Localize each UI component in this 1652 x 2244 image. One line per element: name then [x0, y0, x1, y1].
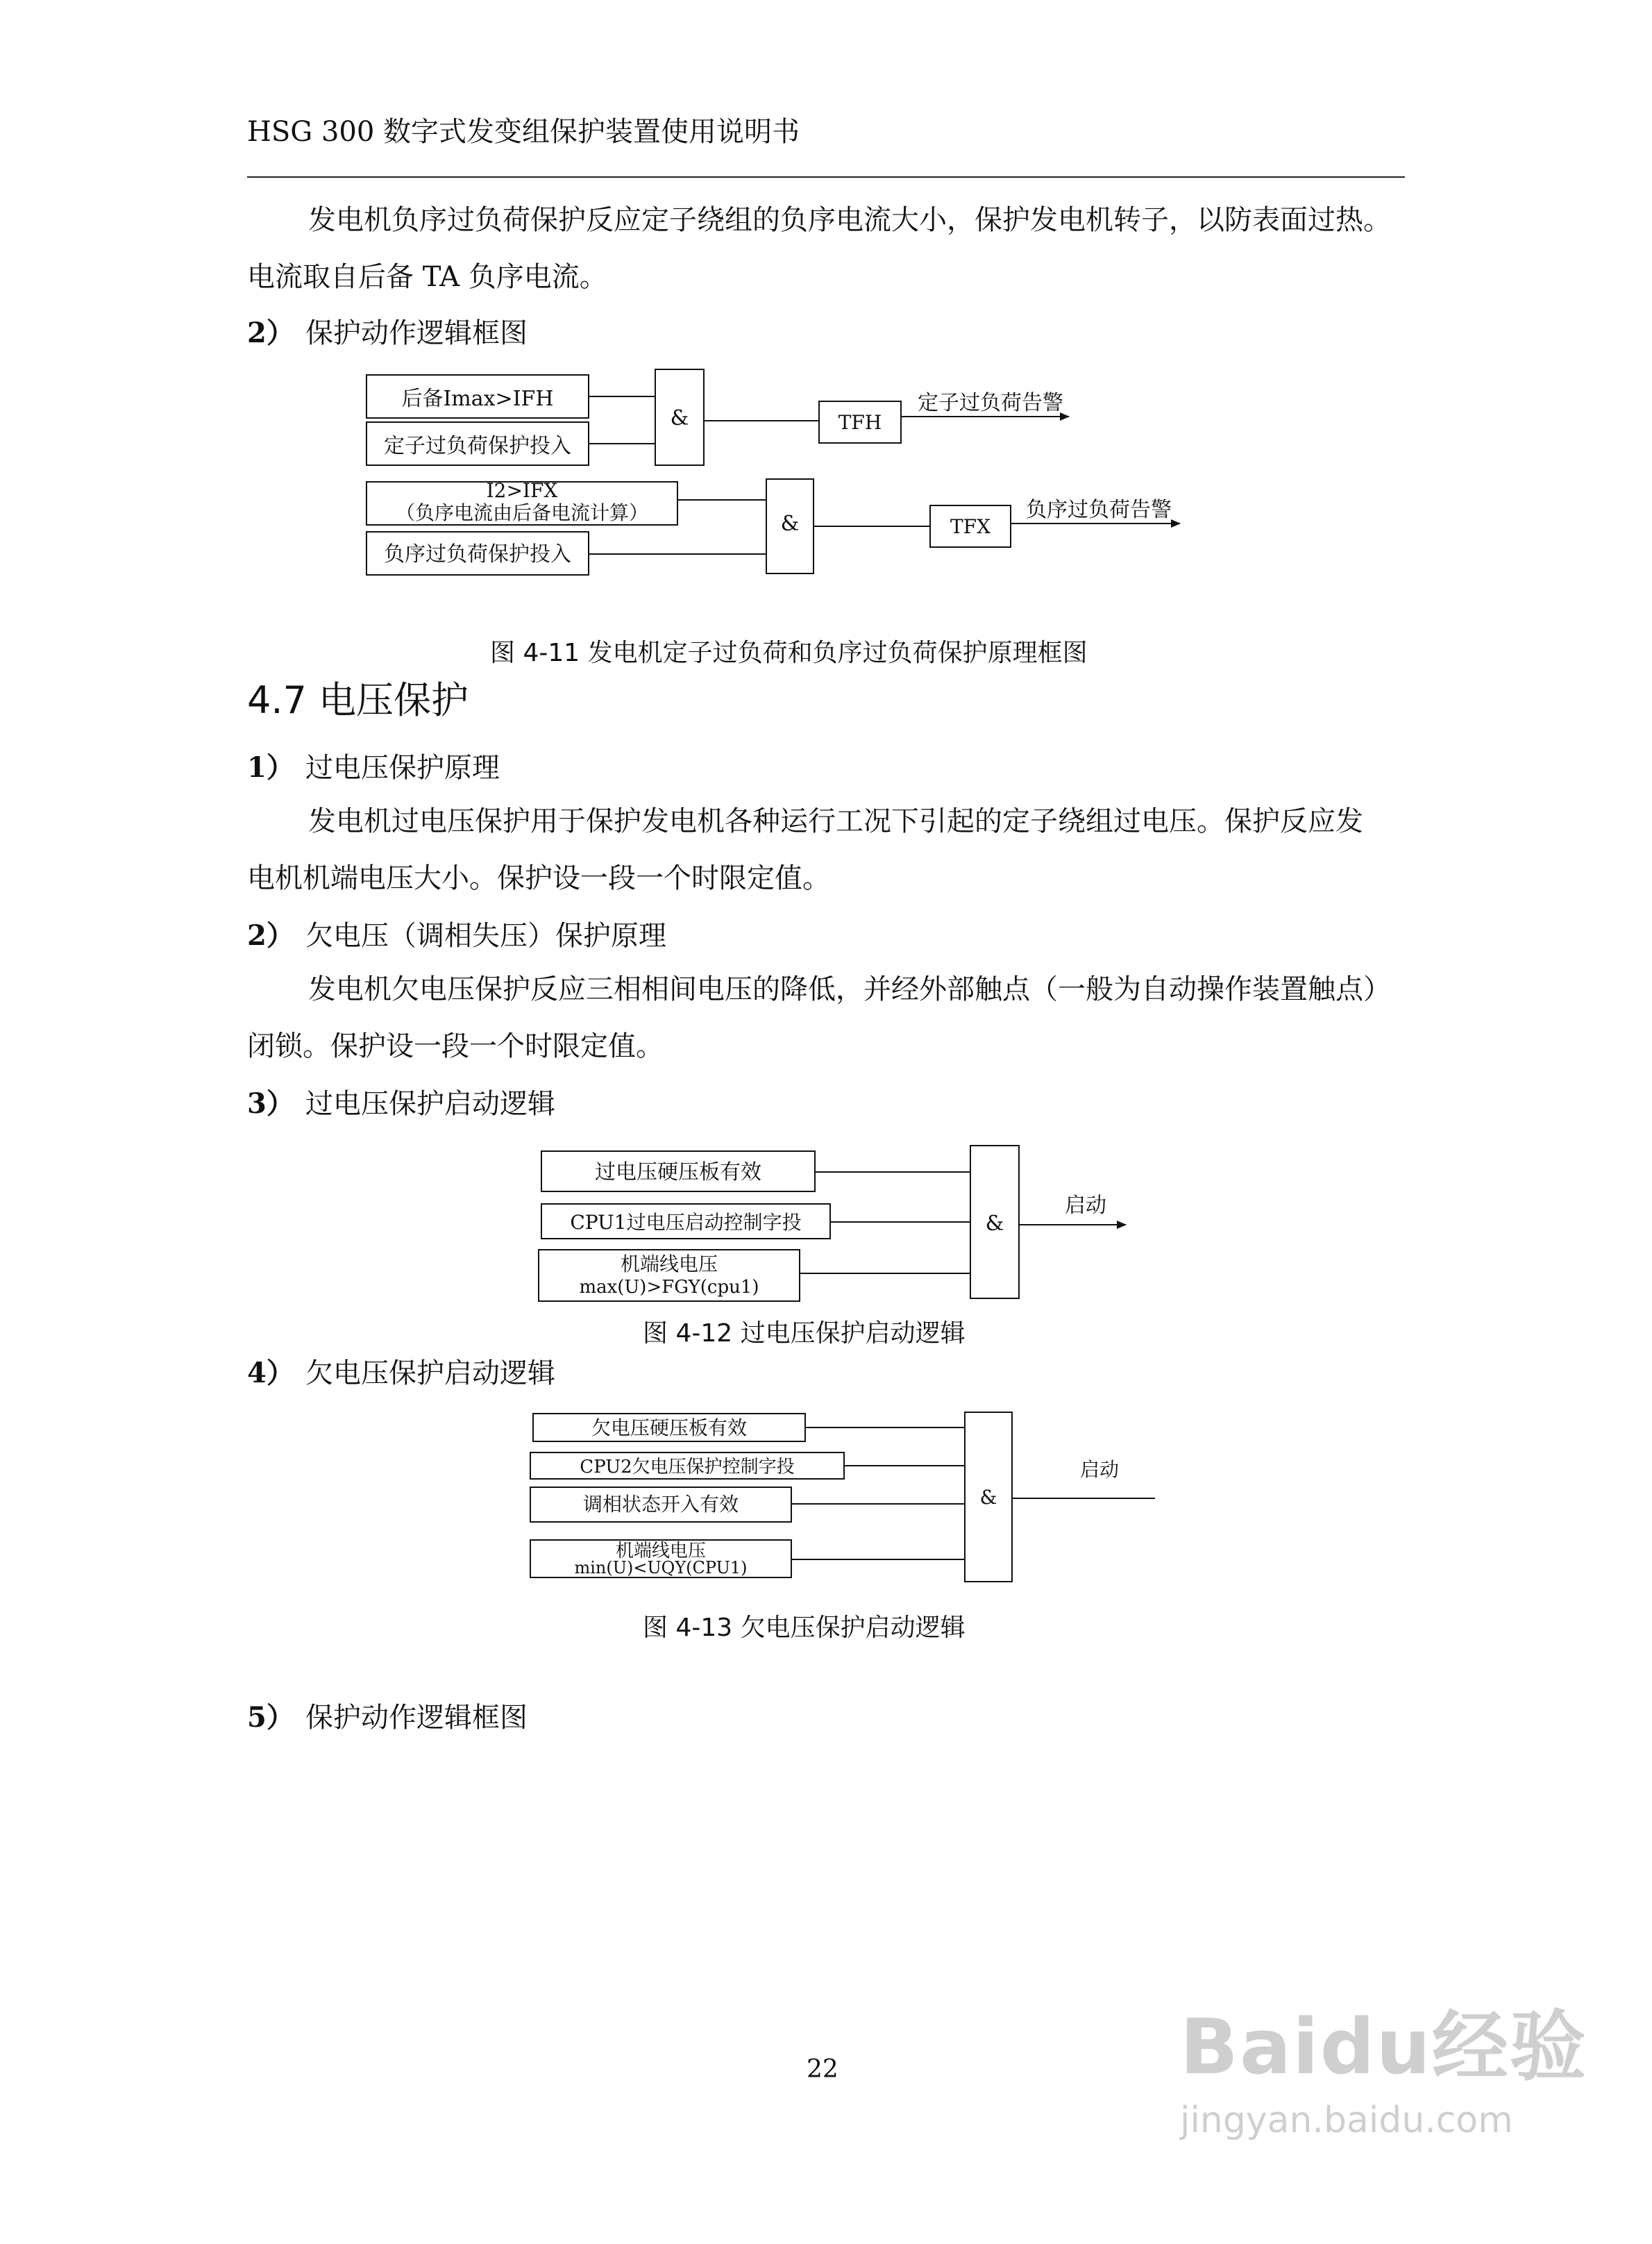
undervoltage-line-2: 闭锁。保护设一段一个时限定值。 [247, 1030, 664, 1062]
subsection-number: 4） [247, 1357, 294, 1389]
intro-line-2: 电流取自后备 TA 负序电流。 [247, 261, 607, 293]
fig413-input-control-word: CPU2欠电压保护控制字投 [580, 1457, 795, 1477]
fig411-output-negseq-alarm: 负序过负荷告警 [1026, 498, 1172, 522]
fig411-input-stator-enable: 定子过负荷保护投入 [384, 434, 571, 458]
fig413-input-min-u: min(U)<UQY(CPU1) [574, 1558, 748, 1577]
subsection-title: 欠电压（调相失压）保护原理 [305, 920, 666, 952]
subsection-overvoltage-start-logic [247, 1082, 555, 1121]
fig412-input-hard-plate: 过电压硬压板有效 [595, 1160, 761, 1184]
fig411-input-i2-note: （负序电流由后备电流计算） [395, 501, 649, 524]
subsection-undervoltage-start-logic [247, 1351, 555, 1391]
fig412-and-gate: & [985, 1212, 1004, 1236]
fig413-input-phase-mod: 调相状态开入有效 [582, 1493, 739, 1516]
fig412-output-start: 启动 [1065, 1194, 1106, 1218]
page-number: 22 [807, 2055, 838, 2084]
fig413-and-gate: & [979, 1486, 997, 1509]
fig412-input-max-u: max(U)>FGY(cpu1) [579, 1277, 759, 1298]
watermark-brand: Baidu经验 [1180, 2002, 1587, 2091]
subsection-title: 过电压保护原理 [305, 752, 500, 784]
section-4-7-heading: 4.7 电压保护 [247, 678, 469, 722]
fig411-output-stator-alarm: 定子过负荷告警 [918, 391, 1063, 415]
subsection-undervoltage-principle [247, 914, 666, 953]
fig411-and-gate-1: & [670, 406, 689, 430]
subsection-title: 保护动作逻辑框图 [305, 1702, 528, 1734]
page-header: HSG 300 数字式发变组保护装置使用说明书 [247, 116, 800, 148]
figure-4-13-caption: 图 4-13 欠电压保护启动逻辑 [643, 1614, 966, 1642]
fig413-input-terminal-voltage: 机端线电压 [615, 1541, 707, 1561]
fig411-timer-tfx: TFX [950, 515, 991, 538]
subsection-number: 3） [247, 1087, 294, 1120]
section-number: 2） [247, 317, 294, 349]
subsection-number: 2） [247, 919, 294, 952]
section-title: 保护动作逻辑框图 [305, 317, 528, 349]
fig413-output-start: 启动 [1080, 1458, 1120, 1481]
overvoltage-paragraph [247, 793, 1405, 907]
subsection-title: 过电压保护启动逻辑 [305, 1088, 555, 1120]
subsection-overvoltage-principle [247, 746, 500, 785]
subsection-number: 1） [247, 751, 294, 784]
baidu-watermark [1180, 1986, 1587, 2141]
fig411-input-imax: 后备Imax>IFH [401, 387, 554, 411]
fig412-input-terminal-voltage: 机端线电压 [620, 1253, 718, 1275]
fig411-input-negseq-enable: 负序过负荷保护投入 [384, 542, 571, 567]
fig412-input-control-word: CPU1过电压启动控制字投 [570, 1211, 802, 1234]
subsection-number: 5） [247, 1701, 294, 1734]
figure-4-11-caption: 图 4-11 发电机定子过负荷和负序过负荷保护原理框图 [490, 639, 1088, 667]
subsection-action-logic [247, 1695, 528, 1735]
overvoltage-line-2: 电机机端电压大小。保护设一段一个时限定值。 [247, 862, 830, 894]
intro-line-1: 发电机负序过负荷保护反应定子绕组的负序电流大小，保护发电机转子，以防表面过热。 [308, 204, 1391, 236]
overvoltage-line-1: 发电机过电压保护用于保护发电机各种运行工况下引起的定子绕组过电压。保护反应发 [308, 805, 1363, 837]
fig411-timer-tfh: TFH [838, 411, 882, 434]
undervoltage-line-1: 发电机欠电压保护反应三相相间电压的降低，并经外部触点（一般为自动操作装置触点） [308, 973, 1391, 1005]
figure-4-12-caption: 图 4-12 过电压保护启动逻辑 [643, 1319, 966, 1348]
subsection-title: 欠电压保护启动逻辑 [305, 1357, 555, 1389]
fig411-and-gate-2: & [780, 512, 800, 536]
undervoltage-paragraph [247, 961, 1405, 1075]
fig411-input-i2: I2>IFX [486, 479, 558, 502]
watermark-url: jingyan.baidu.com [1180, 2100, 1513, 2141]
fig413-input-hard-plate: 欠电压硬压板有效 [591, 1416, 748, 1439]
